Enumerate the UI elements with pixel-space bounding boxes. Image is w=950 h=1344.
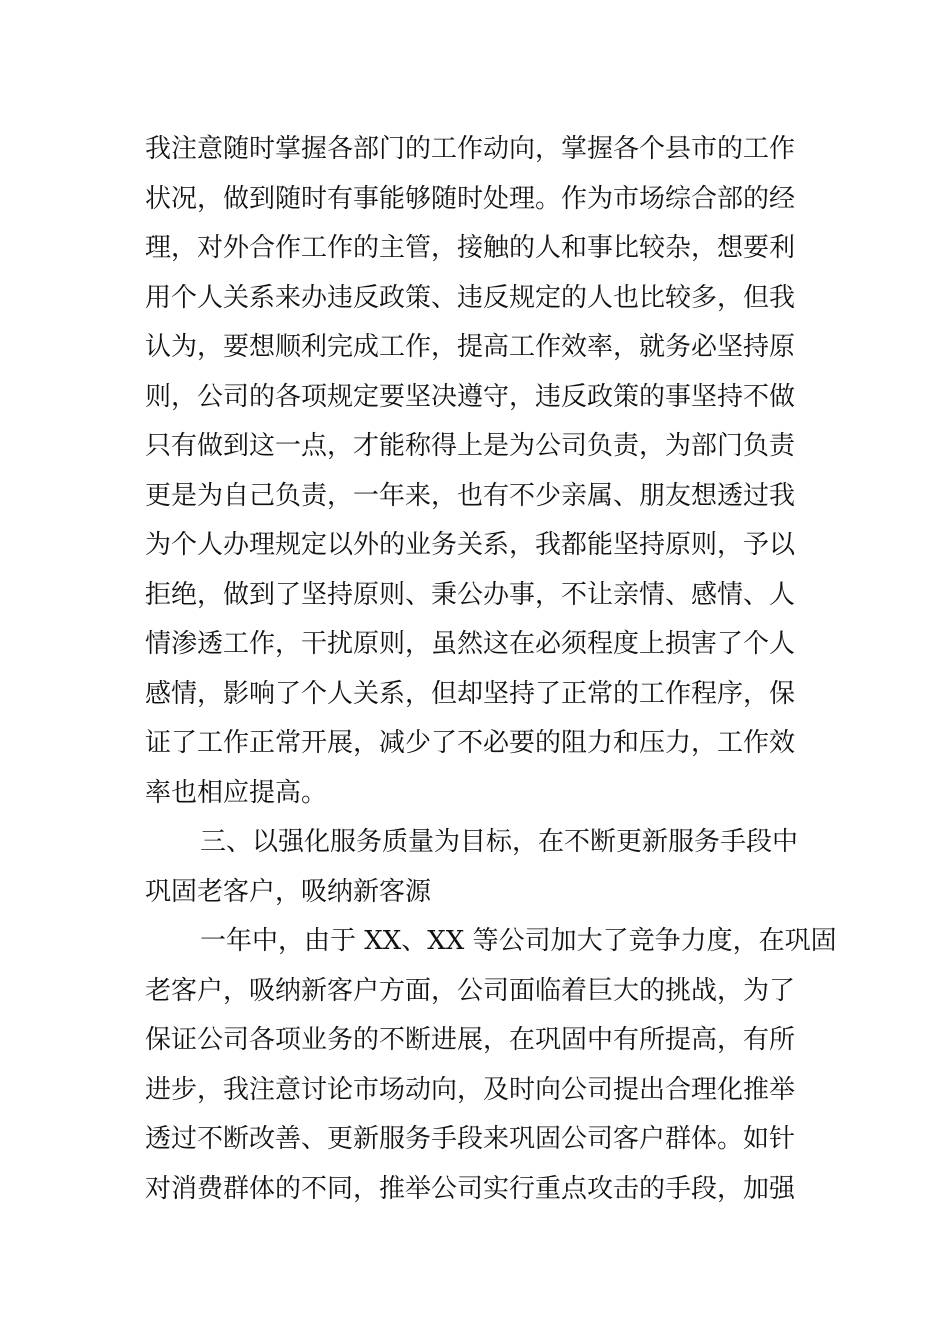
paragraph-line: 拒绝，做到了坚持原则、秉公办事，不让亲情、感情、人 <box>145 579 796 610</box>
section-heading-line: 三、以强化服务质量为目标，在不断更新服务手段中 <box>200 827 799 857</box>
paragraph-line: 一年中，由于 XX、XX 等公司加大了竞争力度，在巩固 <box>200 926 837 956</box>
paragraph-line: 透过不断改善、更新服务手段来巩固公司客户群体。如针 <box>145 1124 796 1154</box>
paragraph-line: 状况，做到随时有事能够随时处理。作为市场综合部的经 <box>145 183 796 214</box>
paragraph-line: 老客户，吸纳新客户方面，公司面临着巨大的挑战，为了 <box>145 975 796 1006</box>
paragraph-line: 保证公司各项业务的不断进展，在巩固中有所提高，有所 <box>145 1025 796 1055</box>
paragraph-line: 更是为自己负责，一年来，也有不少亲属、朋友想透过我 <box>145 480 796 511</box>
paragraph-line: 则，公司的各项规定要坚决遵守，违反政策的事坚持不做 <box>145 381 796 412</box>
paragraph-line: 情渗透工作，干扰原则，虽然这在必须程度上损害了个人 <box>145 629 796 659</box>
paragraph-line: 理，对外合作工作的主管，接触的人和事比较杂，想要利 <box>145 233 796 263</box>
paragraph-line: 进步，我注意讨论市场动向，及时向公司提出合理化推举 <box>145 1074 796 1105</box>
paragraph-line: 对消费群体的不同，推举公司实行重点攻击的手段，加强 <box>145 1173 796 1204</box>
paragraph-line: 率也相应提高。 <box>145 777 328 808</box>
paragraph-line: 我注意随时掌握各部门的工作动向，掌握各个县市的工作 <box>145 134 796 164</box>
paragraph-line: 用个人关系来办违反政策、违反规定的人也比较多，但我 <box>145 282 796 313</box>
paragraph-line: 为个人办理规定以外的业务关系，我都能坚持原则，予以 <box>145 530 796 560</box>
paragraph-line: 感情，影响了个人关系，但却坚持了正常的工作程序，保 <box>145 678 796 709</box>
section-heading-line: 巩固老客户，吸纳新客源 <box>145 876 432 907</box>
paragraph-line: 证了工作正常开展，减少了不必要的阻力和压力，工作效 <box>145 728 796 758</box>
paragraph-line: 只有做到这一点，才能称得上是为公司负责，为部门负责 <box>145 431 796 461</box>
document-body <box>145 125 837 1214</box>
paragraph-line: 认为，要想顺利完成工作，提高工作效率，就务必坚持原 <box>145 332 796 362</box>
